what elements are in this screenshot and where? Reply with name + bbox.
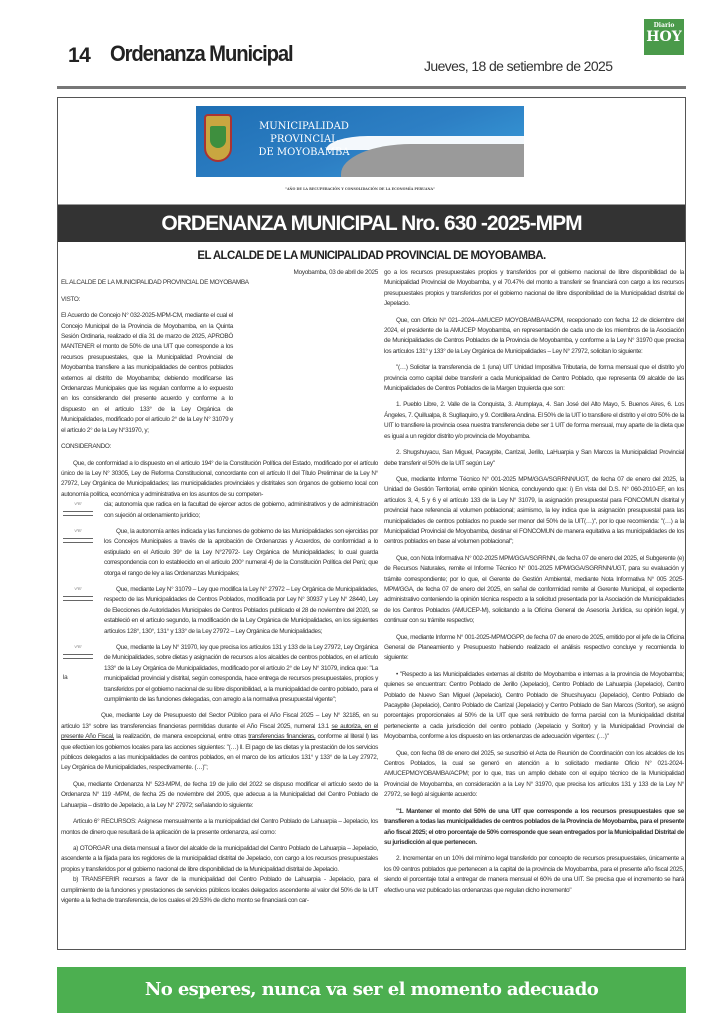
article-6-a: a) OTORGAR una dieta mensual a favor del alcalde de la municipalidad del Centro Poblado de Lahuarpia – Jepelacio, ascendente a la fijada para los regidores de la municipalidad distrital de Jepelacio, con cargo a los recursos presupuestales propios y transferidos por el gobierno nacional de libre disponibilidad de la Municipalidad distrital de Jepelacio. [61, 844, 378, 873]
right-p3: Que, con Nota Informativa N° 002-2025 MPM/GGA/SGRRNN, de fecha 07 de enero del 2025, el Subgerente (e) de Recursos Naturales, remite el Informe Técnico N° 001-2025 MPM/GGA/SGRRNN/UGT, para su evaluación y trámite correspondiente; por lo que, el Gerente de Gestión Ambiental, mediante Nota Informativa N° 005 2025-MPM/GGA, de fecha 07 de enero del 2025, en señal de conformidad remite al Gerente Municipal, el expediente administrativo conteniendo la opinión técnica respecto a la solicitud presentada por la Asociación de Municipalidades de los Centros Poblados (AMUCEP-M), solicitando a la Oficina General de Asesoría Jurídica, su opinión legal, y continuar con su trámite respectivo; [384, 554, 684, 625]
right-p1: Que, con Oficio N° 021–2024–AMUCEP MOYOBAMBA/ACPM, recepcionado con fecha 12 de diciembre del 2024, el presidente de la AMUCEP Moyobamba, en representación de cada uno de los miembros de la Asociación de Municipalidades de Centros Poblados de la Provincia de Moyobamba, y conforme a la Ley N° 31970 que precisa los artículos 131° y 133° de la Ley Orgánica de Municipalidades – Ley N° 27972, solicitan lo siguiente: [384, 316, 684, 355]
logo-big-text: HOY [646, 29, 682, 45]
page-number: 14 [68, 44, 91, 67]
margin-note: la [63, 674, 68, 681]
considerando-p2 [74, 527, 378, 579]
p3-text: Que, mediante Ley N° 31079 – Ley que modifica la Ley N° 27972 – Ley Orgánica de Municipalidades, respecto de las Municipalidades de Centros Poblados, modificada por Ley N° 30937 y Ley N° 28440, Ley de Elecciones de Autoridades Municipales de Centros Poblados publicado el 28 de noviembre del 2020, se estableció en el artículo segundo, la modificación de la Ley Orgánica de Municipalidades, en los siguientes artículos 128°, 130°, 131° y 133° de la Ley 27972 – Ley Orgánica de Municipalidades; [104, 585, 378, 635]
approval-stamp [63, 643, 97, 667]
right-p4: Que, mediante Informe N° 001-2025-MPM/OGPP, de fecha 07 de enero de 2025, emitido por el jefe de la Oficina General de Planeamiento y Presupuesto habiendo realizado el análisis respectivo concluye y recomienda lo siguiente: [384, 633, 684, 662]
newspaper-logo [644, 19, 684, 55]
considerando-heading: CONSIDERANDO: [61, 443, 112, 451]
ordinance-title: ORDENANZA MUNICIPAL Nro. 630 -2025-MPM [58, 204, 685, 242]
considerando-p3 [74, 585, 378, 637]
right-column [384, 268, 684, 902]
p5-underlined: se autoriza, en el presente Año Fiscal, [61, 722, 378, 741]
stamp-label: V°B° [74, 644, 82, 649]
visto-heading: VISTO: [61, 295, 81, 303]
year-slogan: "AÑO DE LA RECUPERACIÓN Y CONSOLIDACIÓN DE LA ECONOMÍA PERUANA" [285, 187, 435, 191]
quote-4: • "Respecto a las Municipalidades externas al distrito de Moyobamba e internas a la provincia de Moyobamba; quienes se encuentran: Centro Poblado de Jerillo (Jepelacio), Centro Poblado de Lahuarpia (Jepelacio), Centro Poblado de Nuevo San Miguel (Jepelacio), Centro Poblado de Shucshuyacu (Jepelacio), Centro Poblado de Pacaypite (Jepelacio), Centro Poblado de Carrizal (Jepelacio) y Centro Poblado de San Marcos (Soritor), se asignó porcentajes proporcionales al 50% de la UIT que será retribuido de forma parcial con la Municipalidad distrital perteneciente a cada jurisdicción del centro poblado (Jepelacio y Soritor) y la Municipalidad Provincial de Moyobamba, conforme a los dispuesto en las ordenanzas de adecuación vigentes: (…)" [384, 670, 684, 741]
logo-small-text: Diario [653, 22, 675, 29]
right-p2: Que, mediante Informe Técnico N° 001-2025 MPM/GGA/SGRRNN/UGT, de fecha 07 de enero del 2025, la Unidad de Gestión Territorial, emite opinión técnica, concluyendo que: i) En vista del D.S. N° 060-2010-EF, en los artículos 3, 4, 5 y 6 y el artículo 133 de la Ley N° 31079, la asignación presupuestal para FONCOMUN distrital y provincial hace referencia al volumen poblacional; asimismo, la ley indica que la asignación presupuestal para las municipalidades de centros poblados no puede ser menor del 50% de la UIT(…)", por lo que recomienda: "(…) a la Municipalidad Provincial de Moyobamba, destinar el FONCOMUN de manera equitativa a las municipalidades de los centros poblados en base al volumen poblacional"; [384, 475, 684, 546]
agreement-2: 2. Incrementar en un 10% del mínimo legal transferido por concepto de recursos presupuestales, únicamente a los 09 centros poblados que pertenecen a la capital de la provincia de Moyobamba, para el presente año fiscal 2025, siendo el porcentaje total a entregar de manera mensual el 60% de una UIT. Se precisa que el incremento se hará efectivo una vez publicado las ordenanzas que regulan dicho incremento" [384, 855, 684, 894]
article-6: Artículo 6° RECURSOS: Asígnese mensualmente a la municipalidad del Centro Poblado de Lahuarpia – Jepelacio, los montos de dinero que resultará de la aplicación de la presente ordenanza, así como: [61, 818, 378, 836]
coat-of-arms-icon [204, 114, 232, 162]
stamp-label: V°B° [74, 585, 82, 591]
stamp-label: V°B° [74, 527, 82, 533]
p1b-text: cia; autonomía que radica en la facultad de ejercer actos de gobierno, administrativos y de administración con sujeción al ordenamiento jurídico; [104, 501, 378, 519]
ordinance-subtitle: EL ALCALDE DE LA MUNICIPALIDAD PROVINCIAL DE MOYOBAMBA. [197, 250, 546, 262]
considerando-p5 [61, 711, 378, 773]
p4-text: Que, mediante la Ley N° 31970, ley que precisa los artículos 131 y 133 de la Ley 27972, Ley Orgánica de Municipalidades, sobre dietas y asignación de recursos a los alcaldes de centros poblados, en el artículo 133° de la Ley Orgánica de Municipalidades, modificado por el artículo 2° de Ley N° 31079, indica que: "La municipalidad provincial y distrital, según corresponda, hace entrega de recursos presupuestales, propios y transferidos por el gobierno nacional de su libre disponibilidad, a la municipalidad de centro poblado, para el cumplimiento de las funciones delegadas, con arreglo a la normativa presupuestal vigente"; [104, 644, 378, 704]
p5-underlined: transferencias financieras, [248, 733, 316, 741]
alcalde-line: EL ALCALDE DE LA MUNICIPALIDAD PROVINCIAL DE MOYOBAMBA [61, 279, 249, 287]
left-column [61, 268, 378, 912]
stamp-label: V°B° [74, 501, 82, 507]
visto-text: El Acuerdo de Concejo N° 032-2025-MPM-CM, mediante el cual el Concejo Municipal de la Provincia de Moyobamba, en la Quinta Sesión Ordinaria, realizado el día 31 de marzo de 2025, APROBÓ MANTENER el monto de 50% de una UIT que corresponde a los recursos presupuestales, que la Municipalidad Provincial de Moyobamba transfiere a las municipalidades de centros poblados externos al distrito de Moyobamba; debiendo modificarse las Ordenanzas Municipales que las regulan conforme a lo expuesto en los considerando del presente acuerdo y conforme a lo dispuesto en el artículo 133° de la Ley Orgánica de Municipalidades, modificado por el artículo 2° de la Ley N° 31079 y el artículo 2° de la Ley N°31970, y; [61, 312, 233, 434]
approval-stamp [63, 500, 97, 524]
considerando-p1b [74, 500, 378, 521]
quote-3: 2. Shugshuyacu, San Miguel, Pacaypite, Carrizal, Jerillo, LaHuarpia y San Marcos la Municipalidad Provincial debe transferir el 50% de la UIT según Ley" [384, 449, 684, 467]
issue-date: Jueves, 18 de setiembre de 2025 [424, 58, 613, 74]
considerando-p4 [63, 643, 378, 705]
header-rule [57, 86, 686, 89]
footer-slogan-banner: No esperes, nunca va ser el momento adecuado [57, 967, 686, 1013]
approval-stamp [63, 585, 97, 609]
considerando-p6: Que, mediante Ordenanza N° 523-MPM, de fecha 19 de julio del 2022 se dispuso modificar el artículo sexto de la Ordenanza N° 119 -MPM, de fecha 25 de noviembre del 2005, que adecua a la Municipalidad del Centro Poblado de Lahuarpia – distrito de Jepelacio, a la Ley N° 27972; señalando lo siguiente: [61, 780, 378, 809]
approval-stamp [63, 527, 97, 551]
banner-line-1: MUNICIPALIDAD PROVINCIAL [259, 121, 349, 145]
continuation-text: go a los recursos presupuestales propios y transferidos por el gobierno nacional de libre disponibilidad de la Municipalidad Provincial de Moyobamba, y el 70.47% del monto a transferir se financiará con cargo a los recursos presupuestales propios y transferidos por el gobierno nacional de libre disponibilidad de la Municipalidad distrital de Jepelacio. [384, 269, 684, 308]
municipality-banner [196, 106, 524, 177]
p5-text: conforme al literal l) las que efectúen los gobiernos locales para las acciones siguientes: "(…) ll. El pago de las dietas y la prestación de los servicios públicos delegados a las municipalidades de centros poblados, en el marco de los artículos 131° y 133° de la Ley 27972, Ley Orgánica de Municipalidades, respectivamente. (…)"; [61, 733, 378, 772]
quote-1: "(…) Solicitar la transferencia de 1 (una) UIT Unidad Impositiva Tributaria, de forma mensual que el distrito y/o provincia como capital debe transferir a cada Municipalidad de Centro Poblado, que representa 09 alcalde de las Municipalidades de Centros Poblados de la Margen Izquierda que son: [384, 364, 684, 393]
quote-2: 1. Pueblo Libre, 2. Valle de la Conquista, 3. Atumplaya, 4. San José del Alto Mayo, 5. Buenos Aires, 6. Los Ángeles, 7. Quillualpa, 8. Sugllaquiro, y 9. Cordillera Andina. El 50% de la UIT lo transfiere el distrito y el otro 50% de la UIT lo transfiere la provincia osea nuestra transferencia debe ser 1 UIT de forma mensual, muy aparte de la dieta que es igual a un regidor distrito y/o provincia de Moyobamba. [384, 401, 684, 440]
section-title: Ordenanza Municipal [110, 41, 293, 66]
place-date: Moyobamba, 03 de abril de 2025 [293, 269, 378, 276]
p2-text: Que, la autonomía antes indicada y las funciones de gobierno de las Municipalidades son ejercidas por los Concejos Municipales a través de la aprobación de Ordenanzas y Acuerdos, de conformidad a lo estipulado en el Artículo 39° de la Ley N°27972- Ley Orgánica de Municipalidades; lo cual guarda correspondencia con lo establecido en el artículo 200° numeral 4) de la Constitución Política del Perú; que otorga el rango de ley a las Ordenanzas Municipales; [104, 527, 378, 577]
agreement-1: "1. Mantener el monto del 50% de una UIT que corresponde a los recursos presupuestales que se transfieren a todas las municipalidades de centros poblados de la Provincia de Moyobamba, para el presente año fiscal 2025; el otro porcentaje de 50% corresponde que sean entregados por la Municipalidad Distrital de su jurisdicción al que pertenecen. [384, 807, 684, 846]
considerando-p1a: Que, de conformidad a lo dispuesto en el artículo 194° de la Constitución Política del Estado, modificado por el artículo único de la Ley N° 30305, Ley de Reforma Constitucional, concordante con el artículo II del Título Preliminar de la Ley N° 27972, Ley Orgánica de Municipalidades; las municipalidades provinciales y distritales son órganos de gobierno local con autonomía política, económica y administrativa en los asuntos de su competen- [61, 459, 378, 498]
right-p5: Que, con fecha 08 de enero del 2025, se suscribió el Acta de Reunión de Coordinación con los alcaldes de los Centros Poblados, la cual se generó en atención a lo solicitado mediante Oficio N° 021-2024-AMUCEPMOYOBAMBA/ACPM; por lo que, tras un amplio debate con el equipo técnico de la Municipalidad Provincial de Moyobamba, en consideración a la Ley N° 31970, que precisa los artículos 131 y 133 de la Ley N° 27972, se llegó al siguiente acuerdo: [384, 749, 684, 799]
banner-line-2: DE MOYOBAMBA [258, 147, 350, 158]
p5-text: Que, mediante Ley de Presupuesto del Sector Público para el Año Fiscal 2025 – Ley N° 32185, en su artículo 13° sobre las transferencias financieras permitidas durante el Año Fiscal 2025, numeral 13.1 [61, 712, 378, 730]
banner-text [234, 120, 374, 159]
article-6-b: b) TRANSFERIR recursos a favor de la municipalidad del Centro Poblado de Lahuarpia - Jepelacio, para el cumplimiento de la funciones y prestaciones de servicios públicos locales delegados ascendente al valor del 50% de la UIT vigente a la fecha de transferencia, de los cuales el 29.53% de dicho monto se financiará con car- [61, 876, 378, 904]
p5-text: la realización, de manera excepcional, entre otras [114, 733, 249, 741]
